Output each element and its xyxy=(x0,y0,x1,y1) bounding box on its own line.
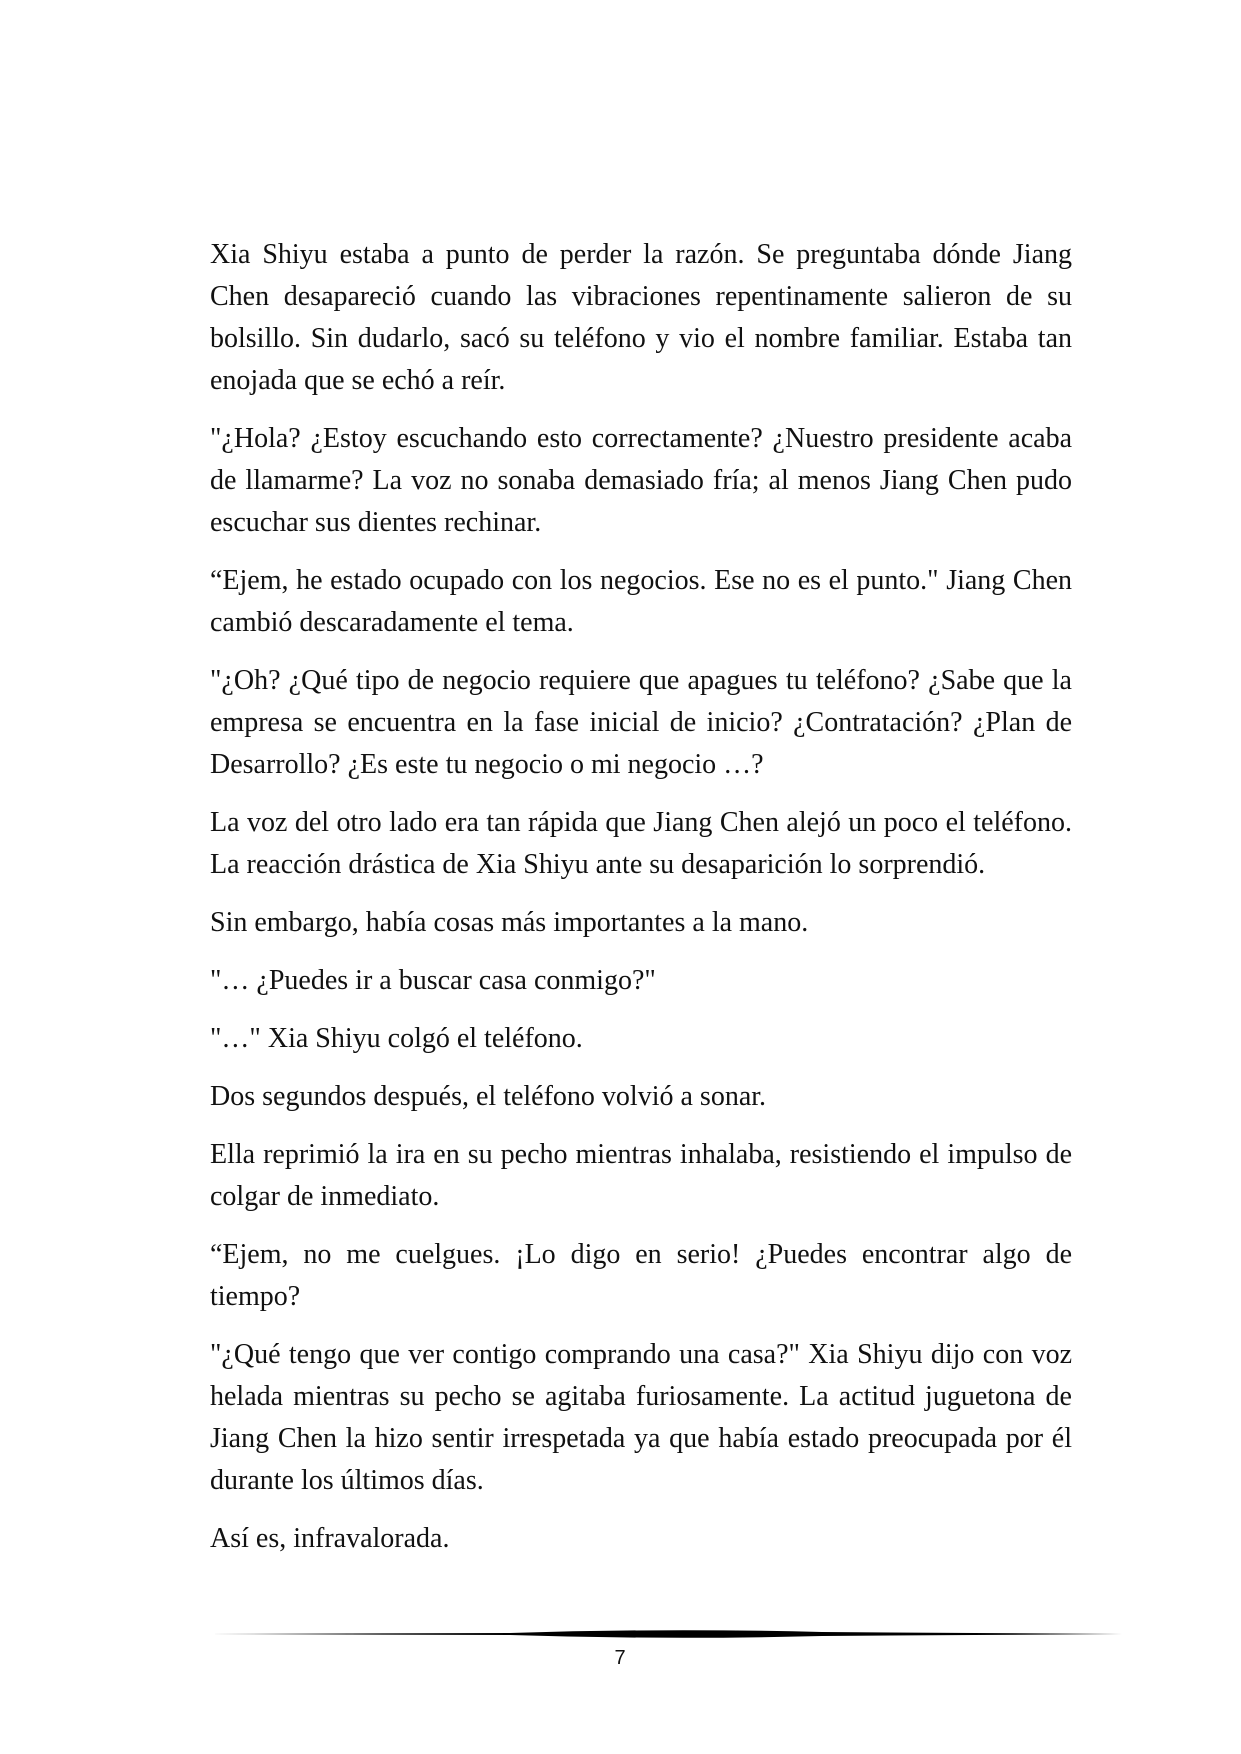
paragraph: "… ¿Puedes ir a buscar casa conmigo?" xyxy=(210,965,656,996)
paragraph: “Ejem, he estado ocupado con los negocios. Ese no es el punto." Jiang Chen cambió descaradamente el tema. xyxy=(210,565,1072,638)
paragraph: "¿Hola? ¿Estoy escuchando esto correctamente? ¿Nuestro presidente acaba de llamarme? La voz no sonaba demasiado fría; al menos Jiang Chen pudo escuchar sus dientes rechinar. xyxy=(210,423,1072,538)
paragraph: Así es, infravalorada. xyxy=(210,1523,450,1554)
paragraph: "¿Oh? ¿Qué tipo de negocio requiere que apagues tu teléfono? ¿Sabe que la empresa se encuentra en la fase inicial de inicio? ¿Contratación? ¿Plan de Desarrollo? ¿Es este tu negocio o mi negocio …? xyxy=(210,665,1072,780)
paragraph: Xia Shiyu estaba a punto de perder la razón. Se preguntaba dónde Jiang Chen desapareció cuando las vibraciones repentinamente salieron de su bolsillo. Sin dudarlo, sacó su teléfono y vio el nombre familiar. Estaba tan enojada que se echó a reír. xyxy=(210,239,1072,396)
body-text xyxy=(210,234,1072,1576)
paragraph: Sin embargo, había cosas más importantes a la mano. xyxy=(210,907,809,938)
paragraph: "…" Xia Shiyu colgó el teléfono. xyxy=(210,1023,583,1054)
paragraph: Ella reprimió la ira en su pecho mientras inhalaba, resistiendo el impulso de colgar de inmediato. xyxy=(210,1139,1072,1212)
footer-divider xyxy=(210,1628,1122,1640)
paragraph: Dos segundos después, el teléfono volvió a sonar. xyxy=(210,1081,767,1112)
paragraph: La voz del otro lado era tan rápida que Jiang Chen alejó un poco el teléfono. La reacción drástica de Xia Shiyu ante su desaparición lo sorprendió. xyxy=(210,807,1072,880)
paragraph: “Ejem, no me cuelgues. ¡Lo digo en serio! ¿Puedes encontrar algo de tiempo? xyxy=(210,1239,1072,1312)
page-number: 7 xyxy=(614,1647,626,1669)
paragraph: "¿Qué tengo que ver contigo comprando una casa?" Xia Shiyu dijo con voz helada mientras su pecho se agitaba furiosamente. La actitud juguetona de Jiang Chen la hizo sentir irrespetada ya que había estado preocupada por él durante los últimos días. xyxy=(210,1339,1072,1496)
